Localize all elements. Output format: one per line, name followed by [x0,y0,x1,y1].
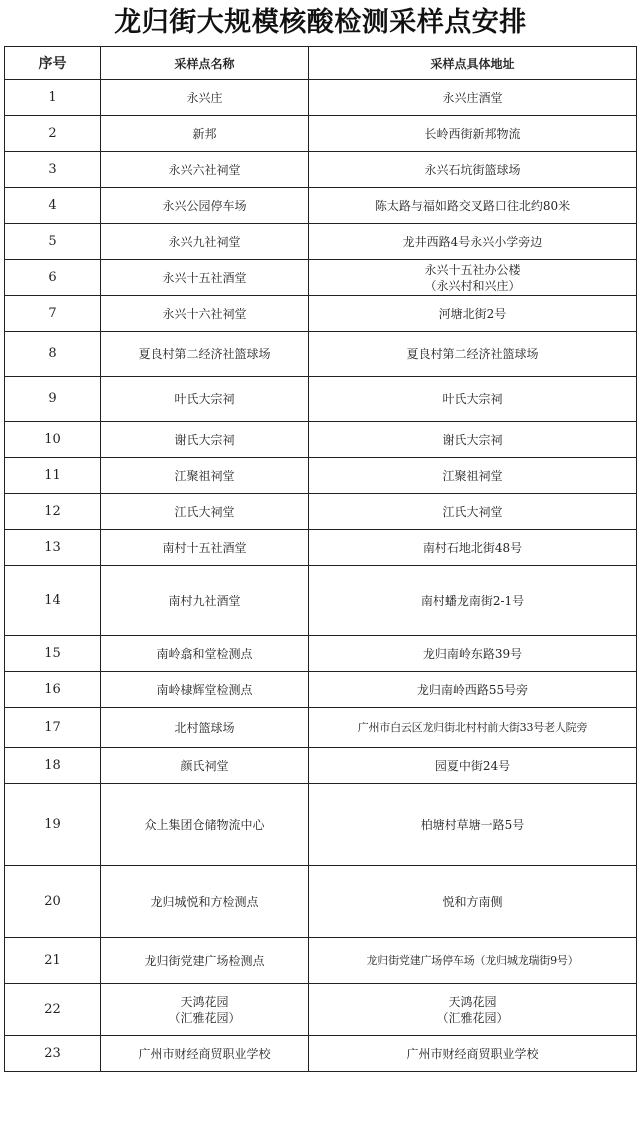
site-address-text: 永兴石坑街篮球场 [424,162,521,177]
table-row [5,636,637,672]
row-number: 17 [5,708,101,748]
site-address-text: 江氏大祠堂 [442,504,503,519]
site-address-cell [309,296,637,332]
site-address-text: 柏塘村草塘一路5号 [420,817,525,832]
column-header-site-address: 采样点具体地址 [309,47,637,80]
site-name-text: 新邦 [192,126,217,141]
site-name-cell [101,80,309,116]
table-row [5,566,637,636]
site-name-text: 江氏大祠堂 [174,504,235,519]
table-row [5,1036,637,1072]
site-name-cell [101,332,309,377]
site-name-text: 夏良村第二经济社篮球场 [138,347,271,361]
site-address-cell [309,566,637,636]
site-address-text: 江聚祖祠堂 [442,468,503,483]
row-number: 18 [5,748,101,784]
table-row [5,784,637,866]
table-row [5,260,637,296]
table-row [5,224,637,260]
table-row [5,116,637,152]
table-row [5,152,637,188]
site-name-cell [101,422,309,458]
site-name-cell [101,152,309,188]
row-number: 4 [5,188,101,224]
site-address-cell [309,494,637,530]
table-row [5,672,637,708]
column-header-site-name: 采样点名称 [101,47,309,80]
site-name-text: 永兴庄 [186,90,223,105]
site-address-text: 河塘北街2号 [438,306,507,321]
row-number: 9 [5,377,101,422]
site-name-cell [101,296,309,332]
site-address-cell [309,938,637,984]
site-address-cell [309,530,637,566]
table-row [5,708,637,748]
table-header-row [5,47,637,80]
site-name-text: 永兴六社祠堂 [168,162,241,177]
row-number: 7 [5,296,101,332]
row-number: 14 [5,566,101,636]
site-address-cell [309,80,637,116]
site-name-cell [101,636,309,672]
site-address-cell [309,422,637,458]
site-name-text: 天鸿花园 [180,994,229,1009]
site-address-text: 陈太路与福如路交叉路口往北约80米 [374,198,571,213]
site-name-cell [101,672,309,708]
site-name-text: 叶氏大宗祠 [174,392,235,406]
site-address-text: 龙归南岭东路39号 [422,646,523,661]
site-address-cell [309,224,637,260]
site-address-text: 叶氏大宗祠 [442,392,503,406]
table-row [5,296,637,332]
site-address-cell [309,866,637,938]
site-address-text: 夏良村第二经济社篮球场 [406,347,539,361]
site-name-cell [101,116,309,152]
site-name-cell [101,530,309,566]
site-name-cell [101,260,309,296]
table-row [5,188,637,224]
site-name-text: 谢氏大宗祠 [174,432,235,447]
table-row [5,494,637,530]
row-number: 10 [5,422,101,458]
site-address-cell [309,152,637,188]
site-name-cell [101,748,309,784]
row-number: 3 [5,152,101,188]
site-address-cell [309,784,637,866]
site-name-text: （汇雅花园） [168,1010,241,1025]
row-number: 22 [5,984,101,1036]
site-name-text: 颜氏祠堂 [180,758,229,773]
table-row [5,422,637,458]
site-address-cell [309,708,637,748]
site-name-cell [101,708,309,748]
site-name-cell [101,784,309,866]
site-name-text: 南岭翕和堂检测点 [156,646,253,661]
site-name-text: 北村篮球场 [174,720,235,735]
site-name-text: 广州市财经商贸职业学校 [138,1046,271,1061]
site-address-text: 广州市财经商贸职业学校 [406,1046,539,1061]
site-address-text: 龙归街党建广场停车场（龙归城龙瑞街9号） [366,953,579,967]
table-row [5,80,637,116]
row-number: 19 [5,784,101,866]
row-number: 20 [5,866,101,938]
site-address-text: 悦和方南侧 [442,894,503,909]
table-row [5,458,637,494]
site-name-text: 龙归城悦和方检测点 [150,894,259,909]
site-address-cell [309,748,637,784]
document-title: 龙归街大规模核酸检测采样点安排 [114,7,527,38]
site-name-cell [101,494,309,530]
site-address-text: 广州市白云区龙归街北村村前大街33号老人院旁 [357,720,588,734]
site-address-cell [309,636,637,672]
site-name-cell [101,984,309,1036]
site-name-text: 永兴公园停车场 [162,198,247,213]
row-number: 16 [5,672,101,708]
site-address-text: 龙归南岭西路55号旁 [416,682,529,697]
row-number: 11 [5,458,101,494]
row-number: 6 [5,260,101,296]
site-name-cell [101,224,309,260]
row-number: 15 [5,636,101,672]
site-address-cell [309,672,637,708]
site-name-text: 龙归街党建广场检测点 [144,953,265,968]
site-name-cell [101,458,309,494]
site-address-text: 龙井西路4号永兴小学旁边 [402,234,543,249]
site-address-text: 天鸿花园 [448,994,497,1009]
site-address-text: 园夏中街24号 [434,758,511,773]
site-address-cell [309,116,637,152]
site-address-text: （永兴村和兴庄） [424,278,521,293]
site-name-cell [101,1036,309,1072]
site-name-cell [101,188,309,224]
site-address-text: 长岭西街新邦物流 [424,126,521,141]
site-name-cell [101,566,309,636]
site-address-cell [309,377,637,422]
row-number: 23 [5,1036,101,1072]
site-address-cell [309,984,637,1036]
row-number: 1 [5,80,101,116]
table-body [5,80,637,1072]
site-name-text: 永兴九社祠堂 [168,234,241,249]
site-address-text: 永兴十五社办公楼 [424,262,521,277]
table-row [5,866,637,938]
table-row [5,377,637,422]
site-address-cell [309,458,637,494]
row-number: 5 [5,224,101,260]
site-address-text: 南村石地北街48号 [422,540,523,555]
site-name-cell [101,938,309,984]
row-number: 13 [5,530,101,566]
table-row [5,332,637,377]
site-address-cell [309,260,637,296]
site-address-cell [309,332,637,377]
row-number: 21 [5,938,101,984]
site-address-cell [309,1036,637,1072]
table-row [5,748,637,784]
row-number: 12 [5,494,101,530]
site-address-text: 南村蟠龙南街2-1号 [420,593,525,608]
row-number: 8 [5,332,101,377]
site-name-text: 南村十五社酒堂 [162,540,247,555]
site-name-text: 江聚祖祠堂 [174,468,235,483]
site-address-text: 谢氏大宗祠 [442,432,503,447]
site-name-text: 众上集团仓储物流中心 [144,817,265,832]
site-address-text: （汇雅花园） [436,1010,509,1025]
column-header-number: 序号 [5,47,101,80]
table-row [5,530,637,566]
site-name-cell [101,377,309,422]
site-name-text: 南村九社酒堂 [168,593,241,608]
site-name-text: 永兴十六社祠堂 [162,306,247,321]
sampling-sites-table [4,46,637,1072]
table-row [5,938,637,984]
row-number: 2 [5,116,101,152]
site-name-text: 南岭棣辉堂检测点 [156,682,253,697]
site-address-cell [309,188,637,224]
table-row [5,984,637,1036]
site-address-text: 永兴庄酒堂 [442,90,503,105]
site-name-text: 永兴十五社酒堂 [162,270,247,285]
site-name-cell [101,866,309,938]
